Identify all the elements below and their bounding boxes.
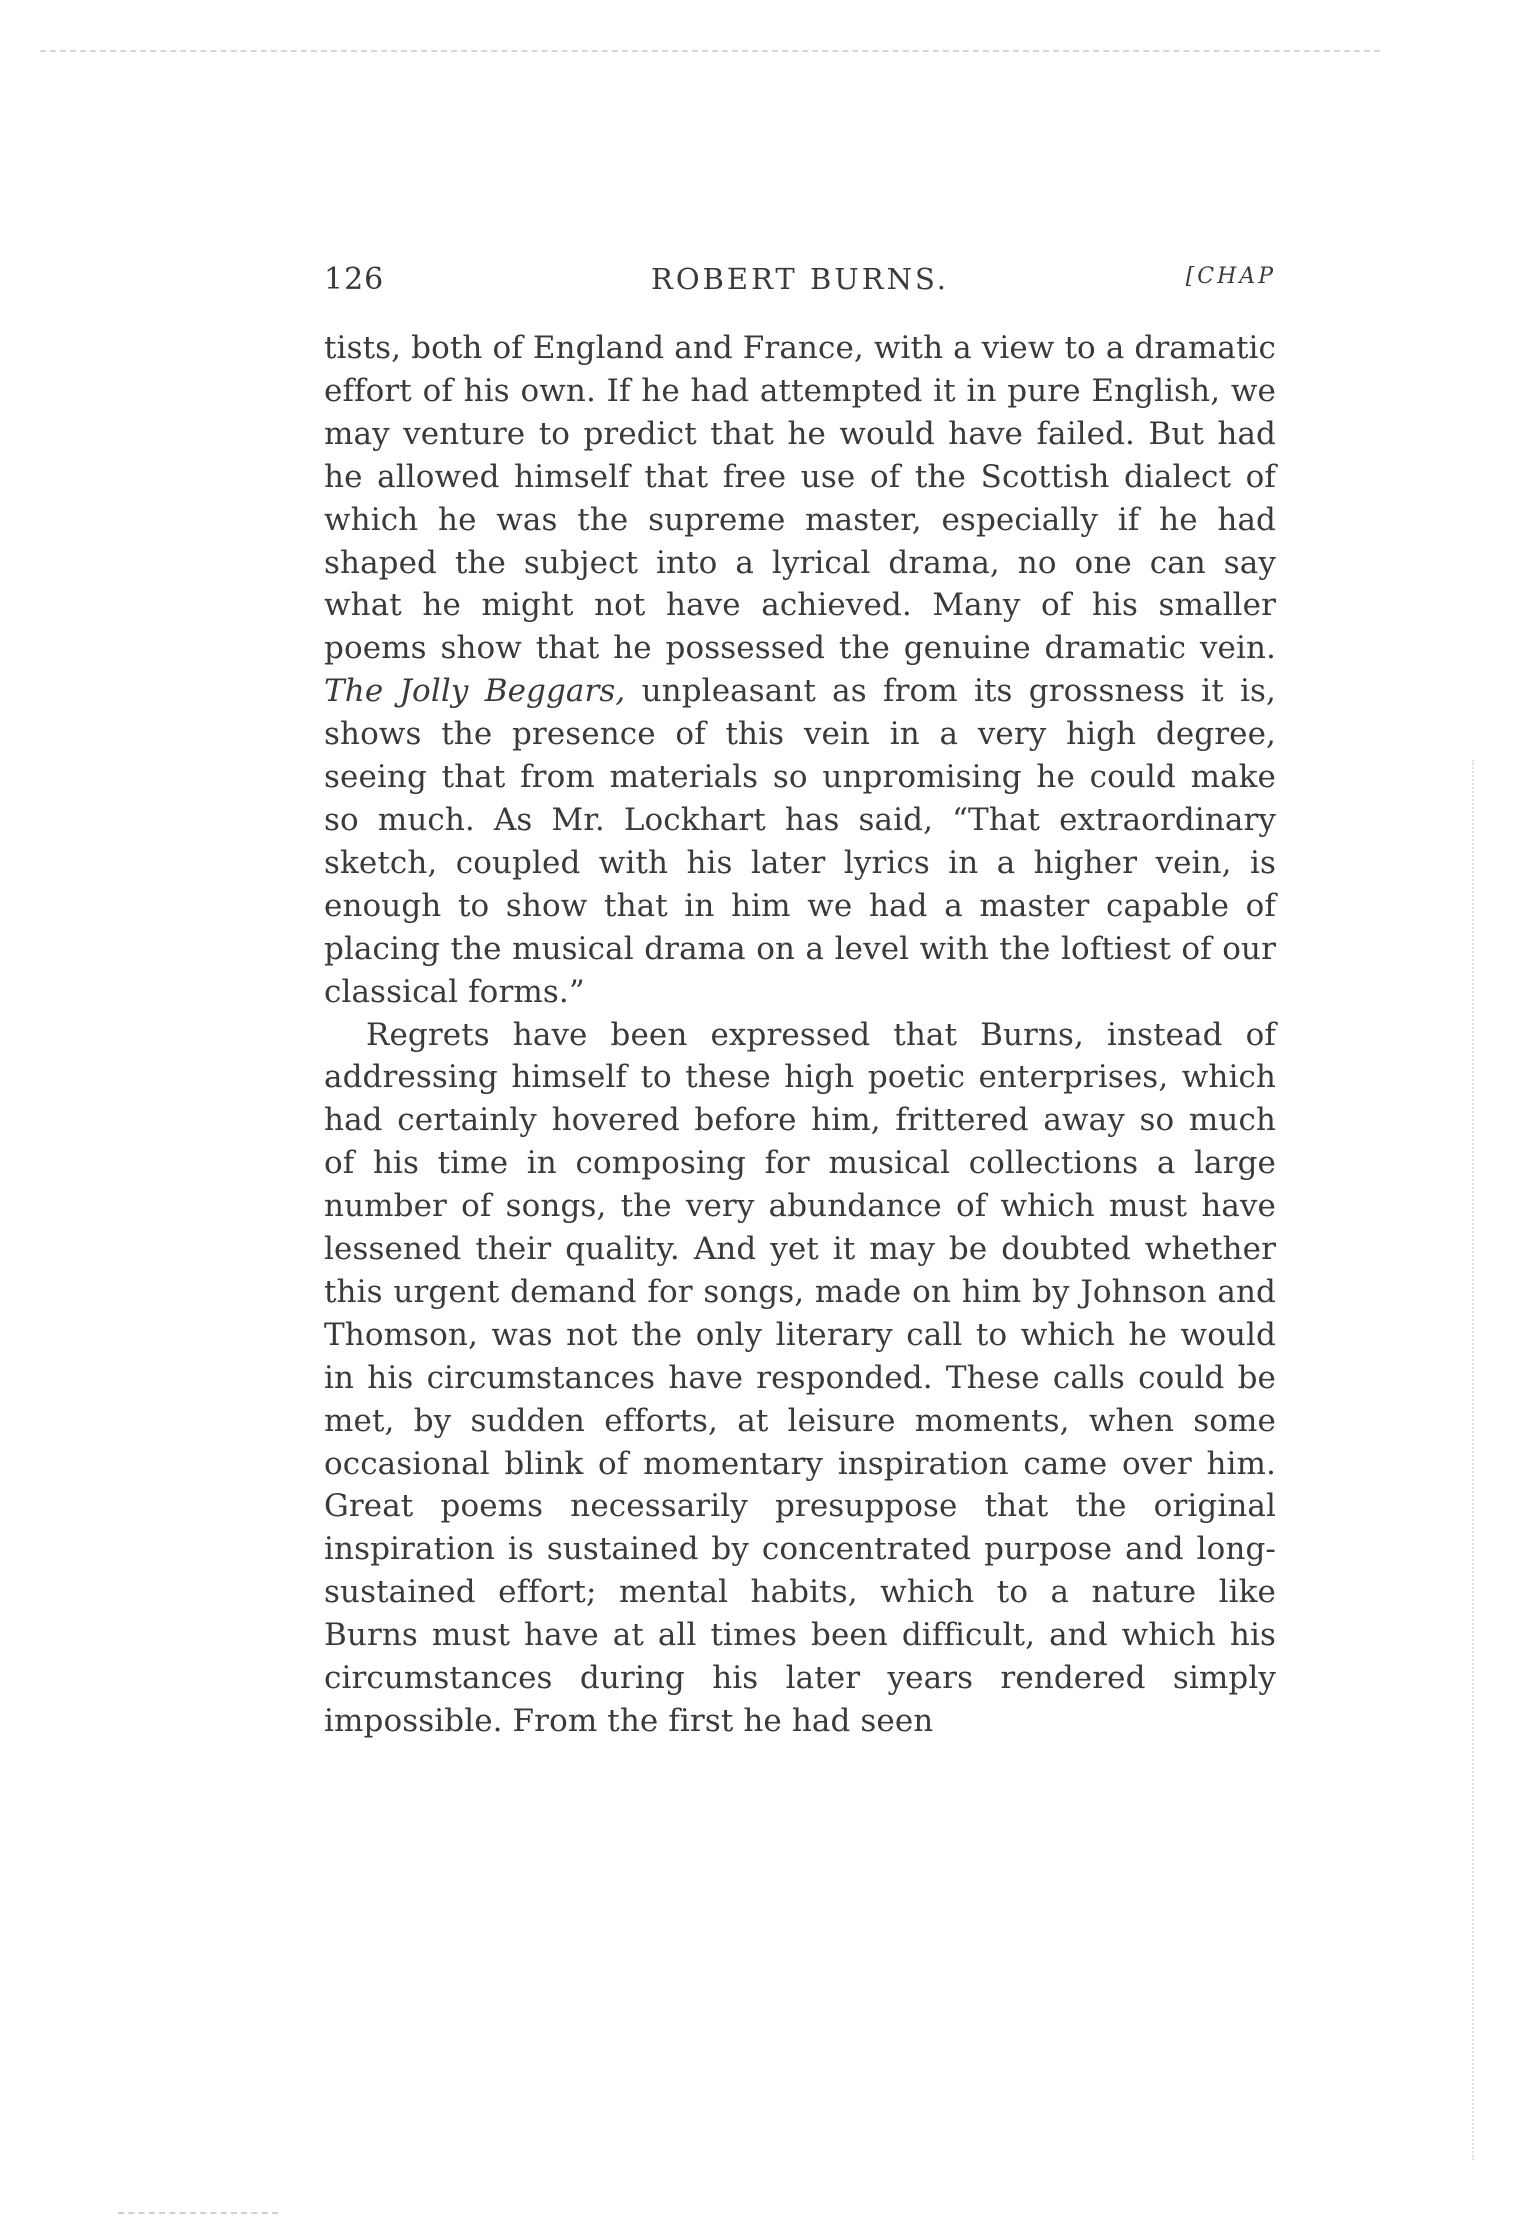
- scan-edge-bottom: [118, 2212, 278, 2214]
- scan-edge-top: [40, 50, 1380, 52]
- paragraph-1: [324, 327, 1276, 1014]
- paragraph-2: Regrets have been expressed that Burns, instead of addressing himself to these high poetic enterprises, which had certainly hovered before him, frittered away so much of his time in composing for musical collections a large number of songs, the very abundance of which must have lessened their quality. And yet it may be doubted whether this urgent demand for songs, made on him by Johnson and Thomson, was not the only literary call to which he would in his circumstances have responded. These calls could be met, by sudden efforts, at leisure moments, when some occasional blink of momentary inspiration came over him. Great poems necessarily presuppose that the original inspiration is sustained by concentrated purpose and long-sustained effort; mental habits, which to a nature like Burns must have at all times been difficult, and which his circumstances during his later years rendered simply impossible. From the first he had seen: [324, 1016, 1276, 1739]
- work-title: The Jolly Beggars,: [324, 673, 626, 710]
- scan-edge-right: [1472, 760, 1474, 2160]
- paragraph-1-text-b: unpleasant as from its grossness it is, shows the presence of this vein in a very high degree, seeing that from materials so unpromising he could make so much. As Mr. Lockhart has said, “That extraordinary sketch, coupled with his later lyrics in a higher vein, is enough to show that in him we had a master capable of placing the musical drama on a level with the loftiest of our classical forms.”: [324, 673, 1276, 1010]
- body-text: [324, 327, 1276, 1743]
- running-title: ROBERT BURNS.: [651, 262, 949, 296]
- chapter-mark: [CHAP: [1185, 264, 1276, 289]
- page-number: 126: [324, 262, 385, 297]
- paragraph-1-text-a: tists, both of England and France, with a view to a dramatic effort of his own. If he had attempted it in pure English, we may venture to predict that he would have failed. But had he allowed himself that free use of the Scottish dialect of which he was the supreme master, especially if he had shaped the subject into a lyrical drama, no one can say what he might not have achieved. Many of his smaller poems show that he possessed the genuine dramatic vein.: [324, 330, 1276, 667]
- page-header: [324, 262, 1276, 302]
